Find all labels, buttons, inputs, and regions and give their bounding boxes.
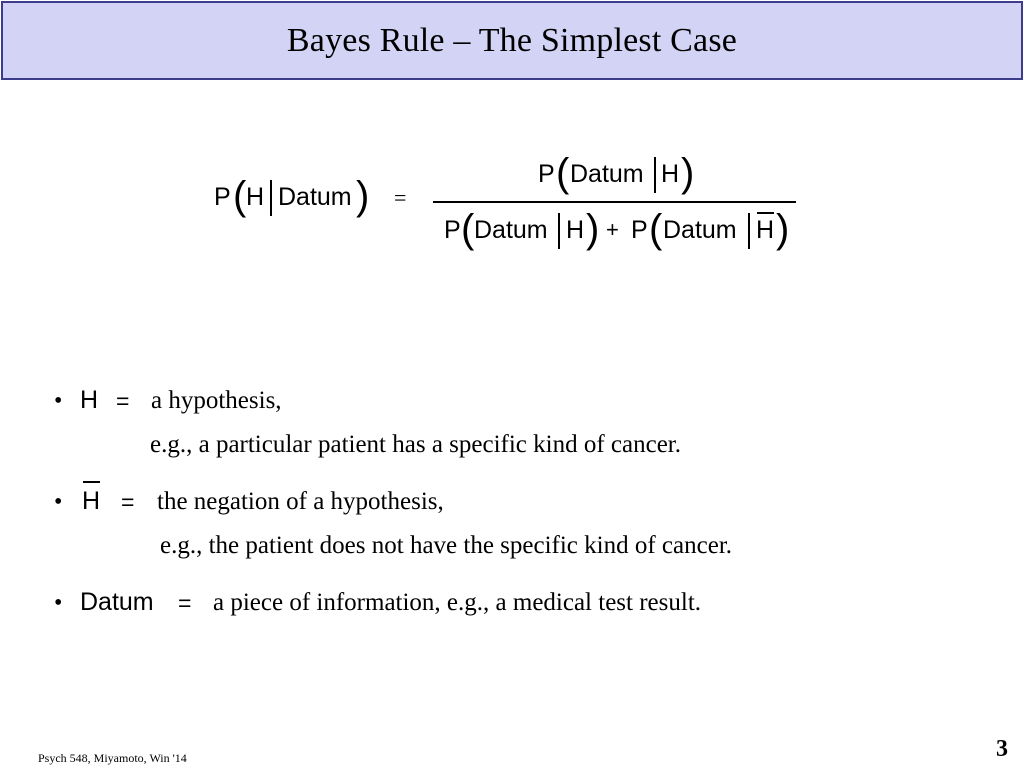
bullet-description: a piece of information, e.g., a medical test result.	[213, 589, 702, 616]
den-t2-p: P	[631, 216, 648, 244]
lhs-datum: Datum	[278, 183, 352, 211]
num-p: P	[538, 160, 555, 188]
bullet-term-not-h: H	[82, 487, 101, 515]
bullet-equals: =	[116, 388, 130, 414]
den-t1-datum: Datum	[474, 216, 548, 244]
den-plus: +	[606, 217, 619, 242]
bullet-equals: =	[178, 590, 192, 616]
bullet-description: a hypothesis,	[151, 387, 282, 414]
negation-overbar	[83, 481, 100, 483]
lhs-close-paren: )	[356, 174, 370, 218]
num-h: H	[661, 160, 680, 188]
num-open-paren: (	[556, 151, 570, 195]
page-number: 3	[996, 736, 1008, 762]
slide-title: Bayes Rule – The Simplest Case	[286, 21, 738, 59]
bullet-example: e.g., a particular patient has a specific kind of cancer.	[150, 431, 682, 458]
bullet-marker: •	[54, 590, 63, 616]
den-t1-close-paren: )	[586, 207, 600, 251]
den-t1-p: P	[444, 216, 461, 244]
den-t1-h: H	[566, 216, 585, 244]
bullet-term-h: H	[80, 386, 99, 414]
bullet-marker: •	[54, 388, 63, 414]
formula-equals: =	[394, 185, 407, 210]
slide-footer: Psych 548, Miyamoto, Win '14	[38, 751, 187, 765]
den-t1-open-paren: (	[461, 207, 475, 251]
den-t2-close-paren: )	[776, 207, 790, 251]
bullet-term-datum: Datum	[80, 588, 154, 616]
den-t2-datum: Datum	[663, 216, 737, 244]
lhs-p: P	[214, 183, 231, 211]
bullet-marker: •	[54, 489, 63, 515]
lhs-h: H	[246, 183, 265, 211]
bullet-equals: =	[121, 489, 135, 515]
num-datum: Datum	[570, 160, 644, 188]
num-close-paren: )	[681, 151, 695, 195]
bullet-description: the negation of a hypothesis,	[157, 488, 444, 515]
bullet-example: e.g., the patient does not have the specific kind of cancer.	[160, 532, 733, 559]
lhs-open-paren: (	[233, 174, 247, 218]
den-t2-h: H	[756, 216, 775, 244]
den-t2-open-paren: (	[649, 207, 663, 251]
